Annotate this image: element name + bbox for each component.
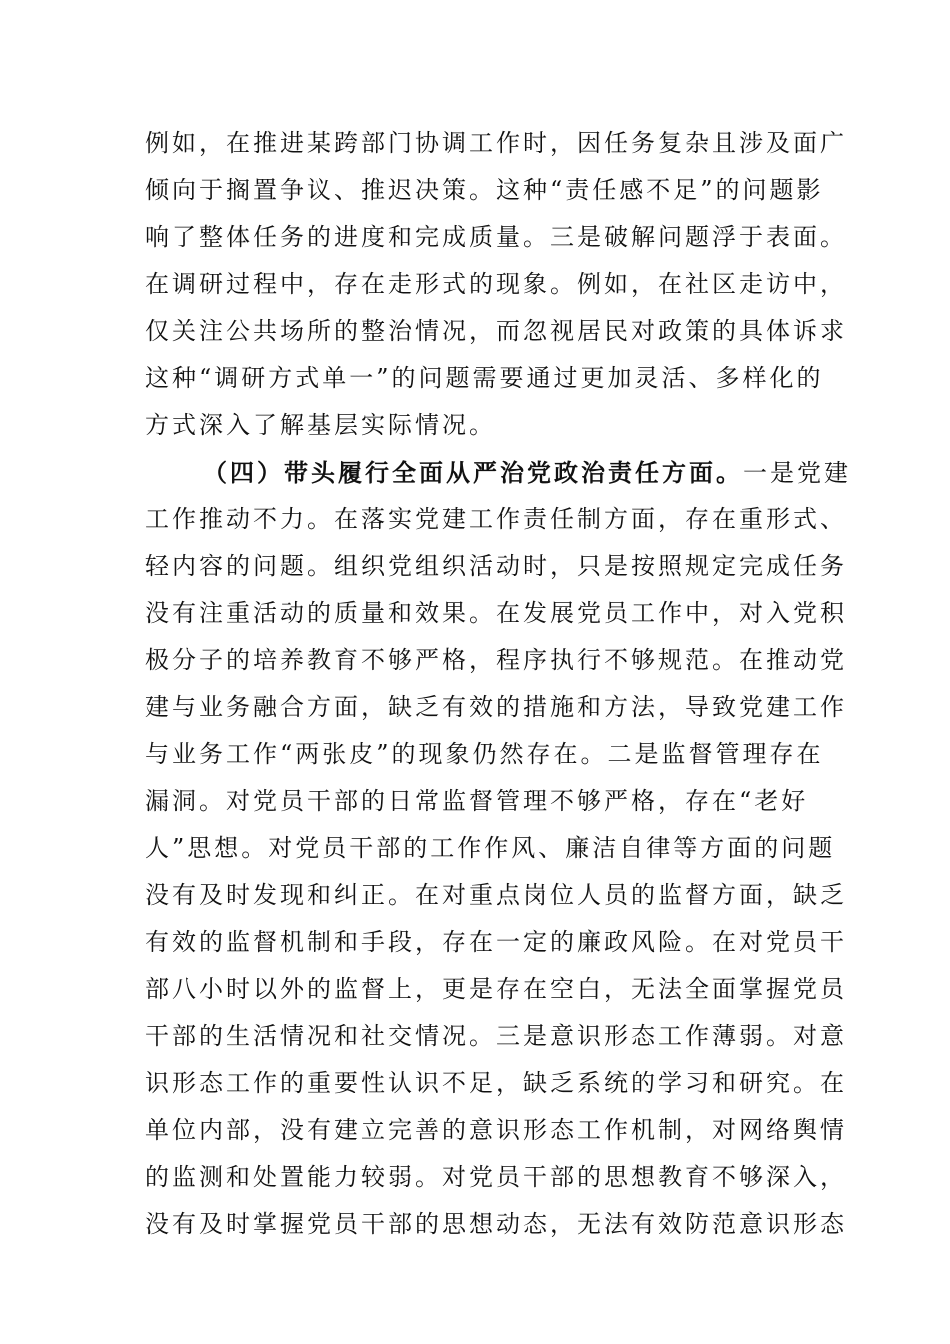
text-line: 建与业务融合方面，缺乏有效的措施和方法，导致党建工作 [145,693,847,721]
text-line: 方式深入了解基层实际情况。 [145,411,496,439]
text-line: 没有注重活动的质量和效果。在发展党员工作中，对入党积 [145,599,847,627]
text-line: 工作推动不力。在落实党建工作责任制方面，存在重形式、 [145,505,847,533]
text-line: 响了整体任务的进度和完成质量。三是破解问题浮于表面。 [145,223,847,251]
text-line: 有效的监督机制和手段，存在一定的廉政风险。在对党员干 [145,928,847,956]
text-line: 没有及时掌握党员干部的思想动态，无法有效防范意识形态 [145,1210,847,1238]
text-line: 例如，在推进某跨部门协调工作时，因任务复杂且涉及面广 [145,129,847,157]
text-line: 的监测和处置能力较弱。对党员干部的思想教育不够深入， [145,1163,847,1191]
text-line: 与业务工作“两张皮”的现象仍然存在。二是监督管理存在 [145,740,824,768]
text-line: 仅关注公共场所的整治情况，而忽视居民对政策的具体诉求 [145,317,847,345]
text-line: 干部的生活情况和社交情况。三是意识形态工作薄弱。对意 [145,1022,847,1050]
text-line: 单位内部，没有建立完善的意识形态工作机制，对网络舆情 [145,1116,847,1144]
text-line: 识形态工作的重要性认识不足，缺乏系统的学习和研究。在 [145,1069,847,1097]
text-line: 在调研过程中，存在走形式的现象。例如，在社区走访中， [145,270,847,298]
section-heading: （四）带头履行全面从严治党政治责任方面。 [203,458,743,487]
heading-line-rest: 一是党建 [743,459,851,487]
text-line: 没有及时发现和纠正。在对重点岗位人员的监督方面，缺乏 [145,881,847,909]
body-text [145,120,851,1248]
paragraph-section-4 [145,449,851,1248]
section-heading-line [145,449,851,496]
text-line: 倾向于搁置争议、推迟决策。这种“责任感不足”的问题影 [145,176,824,204]
text-line: 极分子的培养教育不够严格，程序执行不够规范。在推动党 [145,646,847,674]
text-line: 人”思想。对党员干部的工作作风、廉洁自律等方面的问题 [145,834,836,862]
text-line: 这种“调研方式单一”的问题需要通过更加灵活、多样化的 [145,364,824,392]
text-line: 部八小时以外的监督上，更是存在空白，无法全面掌握党员 [145,975,847,1003]
paragraph-section-3-continuation [145,120,847,449]
text-line: 轻内容的问题。组织党组织活动时，只是按照规定完成任务 [145,552,847,580]
text-line: 漏洞。对党员干部的日常监督管理不够严格，存在“老好 [145,787,809,815]
